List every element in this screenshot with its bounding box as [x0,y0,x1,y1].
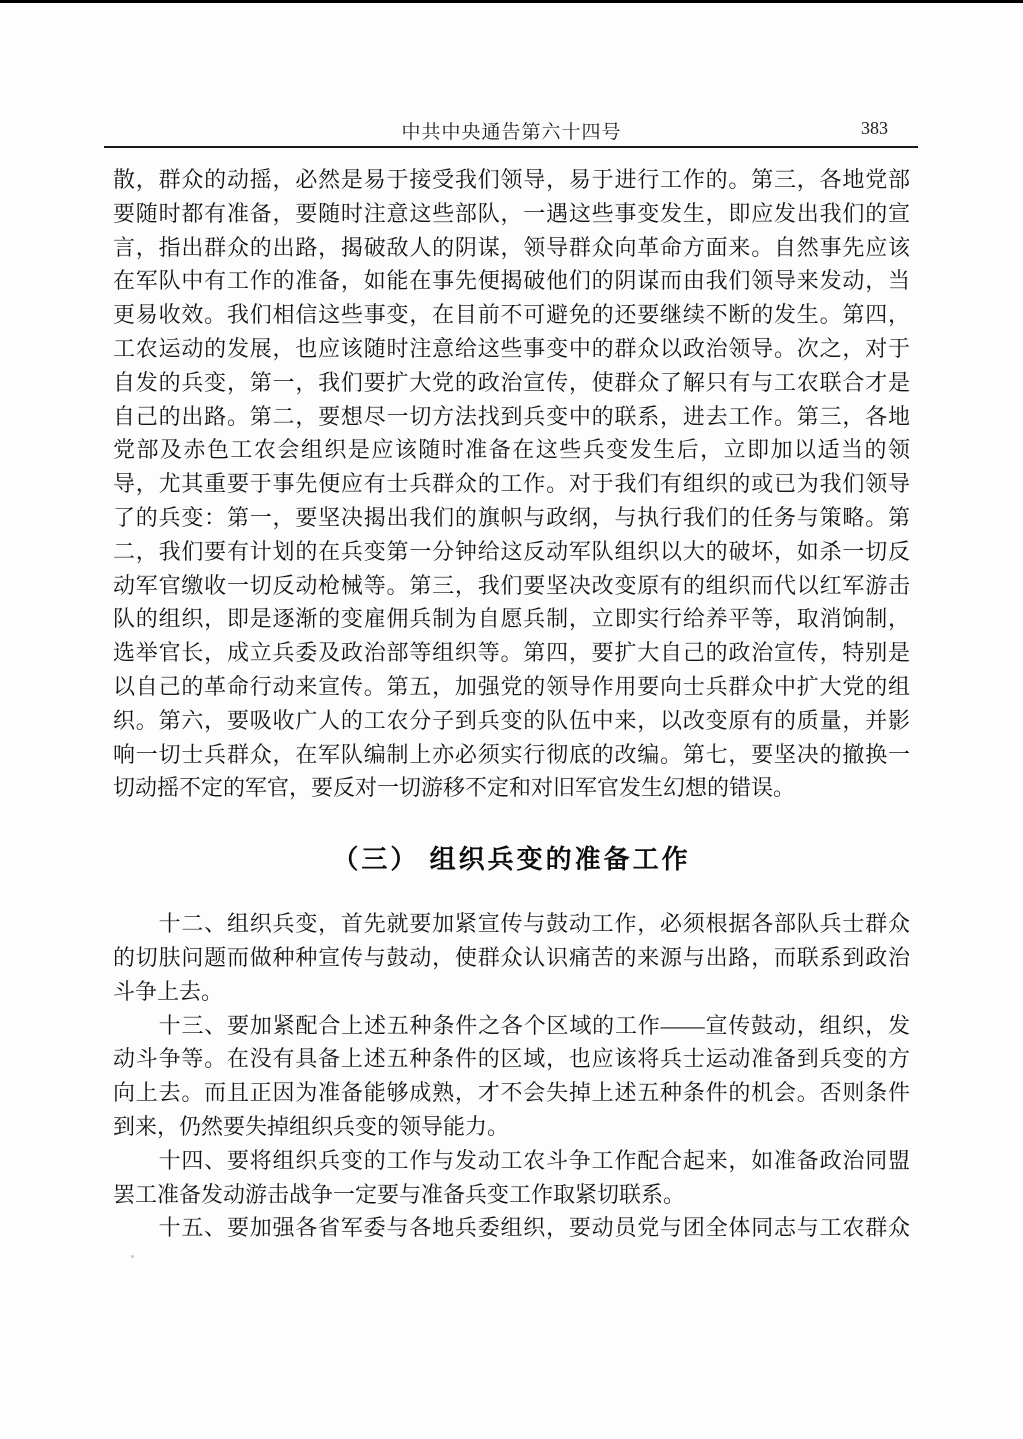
text-line: 言，指出群众的出路，揭破敌人的阴谋，领导群众向革命方面来。自然事先应该 [113,234,910,260]
paragraph-item-12 [113,907,910,1008]
paragraph-item-14 [113,1144,910,1212]
text-line: 十三、要加紧配合上述五种条件之各个区域的工作——宣传鼓动，组织，发 [113,1012,910,1038]
text-line: 要随时都有准备，要随时注意这些部队，一遇这些事变发生，即应发出我们的宣 [113,200,910,226]
text-line: 导，尤其重要于事先便应有士兵群众的工作。对于我们有组织的或已为我们领导 [113,471,910,497]
text-line: 选举官长，成立兵委及政治部等组织等。第四，要扩大自己的政治宣传，特别是 [113,640,910,666]
text-line: 更易收效。我们相信这些事变，在目前不可避免的还要继续不断的发生。第四， [113,302,910,328]
text-line: 自己的出路。第二，要想尽一切方法找到兵变中的联系，进去工作。第三，各地 [113,403,910,429]
scan-edge-artifact [0,0,1023,3]
text-line: 十二、组织兵变，首先就要加紧宣传与鼓动工作，必须根据各部队兵士群众 [113,911,910,937]
text-line: 切动摇不定的军官，要反对一切游移不定和对旧军官发生幻想的错误。 [113,775,796,801]
text-line: 到来，仍然要失掉组织兵变的领导能力。 [113,1113,510,1139]
text-line: 散，群众的动摇，必然是易于接受我们领导，易于进行工作的。第三，各地党部 [113,167,910,192]
text-line: 队的组织，即是逐渐的变雇佣兵制为自愿兵制，立即实行给养平等，取消饷制， [113,606,910,632]
paragraph-item-15 [113,1211,910,1245]
header-rule [104,146,918,148]
text-line: 工农运动的发展，也应该随时注意给这些事变中的群众以政治领导。次之，对于 [113,335,910,361]
paragraph-continuation [113,163,910,805]
text-line: 织。第六，要吸收广人的工农分子到兵变的队伍中来，以改变原有的质量，并影 [113,707,910,733]
section-heading: （三） 组织兵变的准备工作 [332,844,691,875]
text-line: 自发的兵变，第一，我们要扩大党的政治宣传，使群众了解只有与工农联合才是 [113,369,910,395]
text-line: 的切肤问题而做种种宣传与鼓动，使群众认识痛苦的来源与出路，而联系到政治 [113,944,910,970]
text-line: 以自己的革命行动来宣传。第五，加强党的领导作用要向士兵群众中扩大党的组 [113,673,910,699]
text-line: 了的兵变：第一，要坚决揭出我们的旗帜与政纲，与执行我们的任务与策略。第 [113,504,910,530]
text-line: 党部及赤色工农会组织是应该随时准备在这些兵变发生后，立即加以适当的领 [113,437,910,463]
text-line: 二，我们要有计划的在兵变第一分钟给这反动军队组织以大的破坏，如杀一切反 [113,538,910,564]
text-line: 十五、要加强各省军委与各地兵委组织，要动员党与团全体同志与工农群众 [113,1215,910,1241]
text-line: 罢工准备发动游击战争一定要与准备兵变工作取紧切联系。 [113,1181,686,1207]
text-line: 动军官缴收一切反动枪械等。第三，我们要坚决改变原有的组织而代以红军游击 [113,572,910,598]
scan-speck [131,1255,134,1258]
paragraph-item-13 [113,1009,910,1144]
page-number: 383 [861,118,888,138]
text-line: 十四、要将组织兵变的工作与发动工农斗争工作配合起来，如准备政治同盟 [113,1147,910,1173]
text-line: 响一切士兵群众，在军队编制上亦必须实行彻底的改编。第七，要坚决的撤换一 [113,741,910,767]
document-body [113,163,910,1245]
text-line: 动斗争等。在没有具备上述五种条件的区域，也应该将兵士运动准备到兵变的方 [113,1046,910,1072]
text-line: 向上去。而且正因为准备能够成熟，才不会失掉上述五种条件的机会。否则条件 [113,1080,910,1106]
text-line: 在军队中有工作的准备，如能在事先便揭破他们的阴谋而由我们领导来发动，当 [113,268,910,294]
running-header-title: 中共中央通告第六十四号 [401,122,622,143]
text-line: 斗争上去。 [113,978,224,1004]
